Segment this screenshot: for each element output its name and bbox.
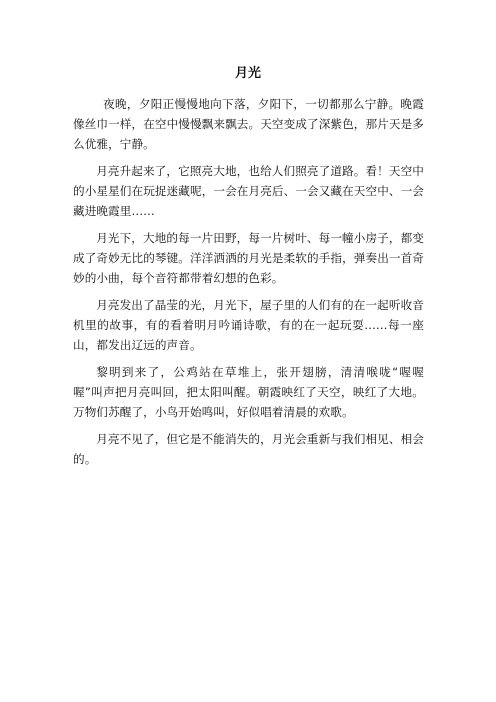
paragraph-6: 月亮不见了，但它是不能消失的，月光会重新与我们相见、相会的。 bbox=[73, 432, 424, 466]
document-body bbox=[73, 94, 424, 476]
paragraph-5: 黎明到来了，公鸡站在草堆上，张开翅膀，清清喉咙“喔喔喔”叫声把月亮叫回，把太阳叫醒。朝霞映红了天空，映红了大地。万物们苏醒了，小鸟开始鸣叫，好似唱着清晨的欢歌。 bbox=[73, 365, 424, 419]
paragraph-4: 月亮发出了晶莹的光，月光下，屋子里的人们有的在一起听收音机里的故事，有的看着明月吟诵诗歌，有的在一起玩耍……每一座山，都发出辽远的声音。 bbox=[73, 298, 424, 352]
paragraph-1: 夜晚，夕阳正慢慢地向下落，夕阳下，一切都那么宁静。晚霞像丝巾一样，在空中慢慢飘来飘去。天空变成了深紫色，那片天是多么优雅，宁静。 bbox=[73, 97, 424, 151]
paragraph-2: 月亮升起来了，它照亮大地，也给人们照亮了道路。看！天空中的小星星们在玩捉迷藏呢，一会在月亮后、一会又藏在天空中、一会藏进晚霞里…… bbox=[73, 164, 424, 218]
document-title: 月光 bbox=[234, 66, 261, 81]
paragraph-3: 月光下，大地的每一片田野，每一片树叶、每一幢小房子，都变成了奇妙无比的琴键。洋洋洒洒的月光是柔软的手指，弹奏出一首奇妙的小曲，每个音符都带着幻想的色彩。 bbox=[73, 231, 424, 285]
